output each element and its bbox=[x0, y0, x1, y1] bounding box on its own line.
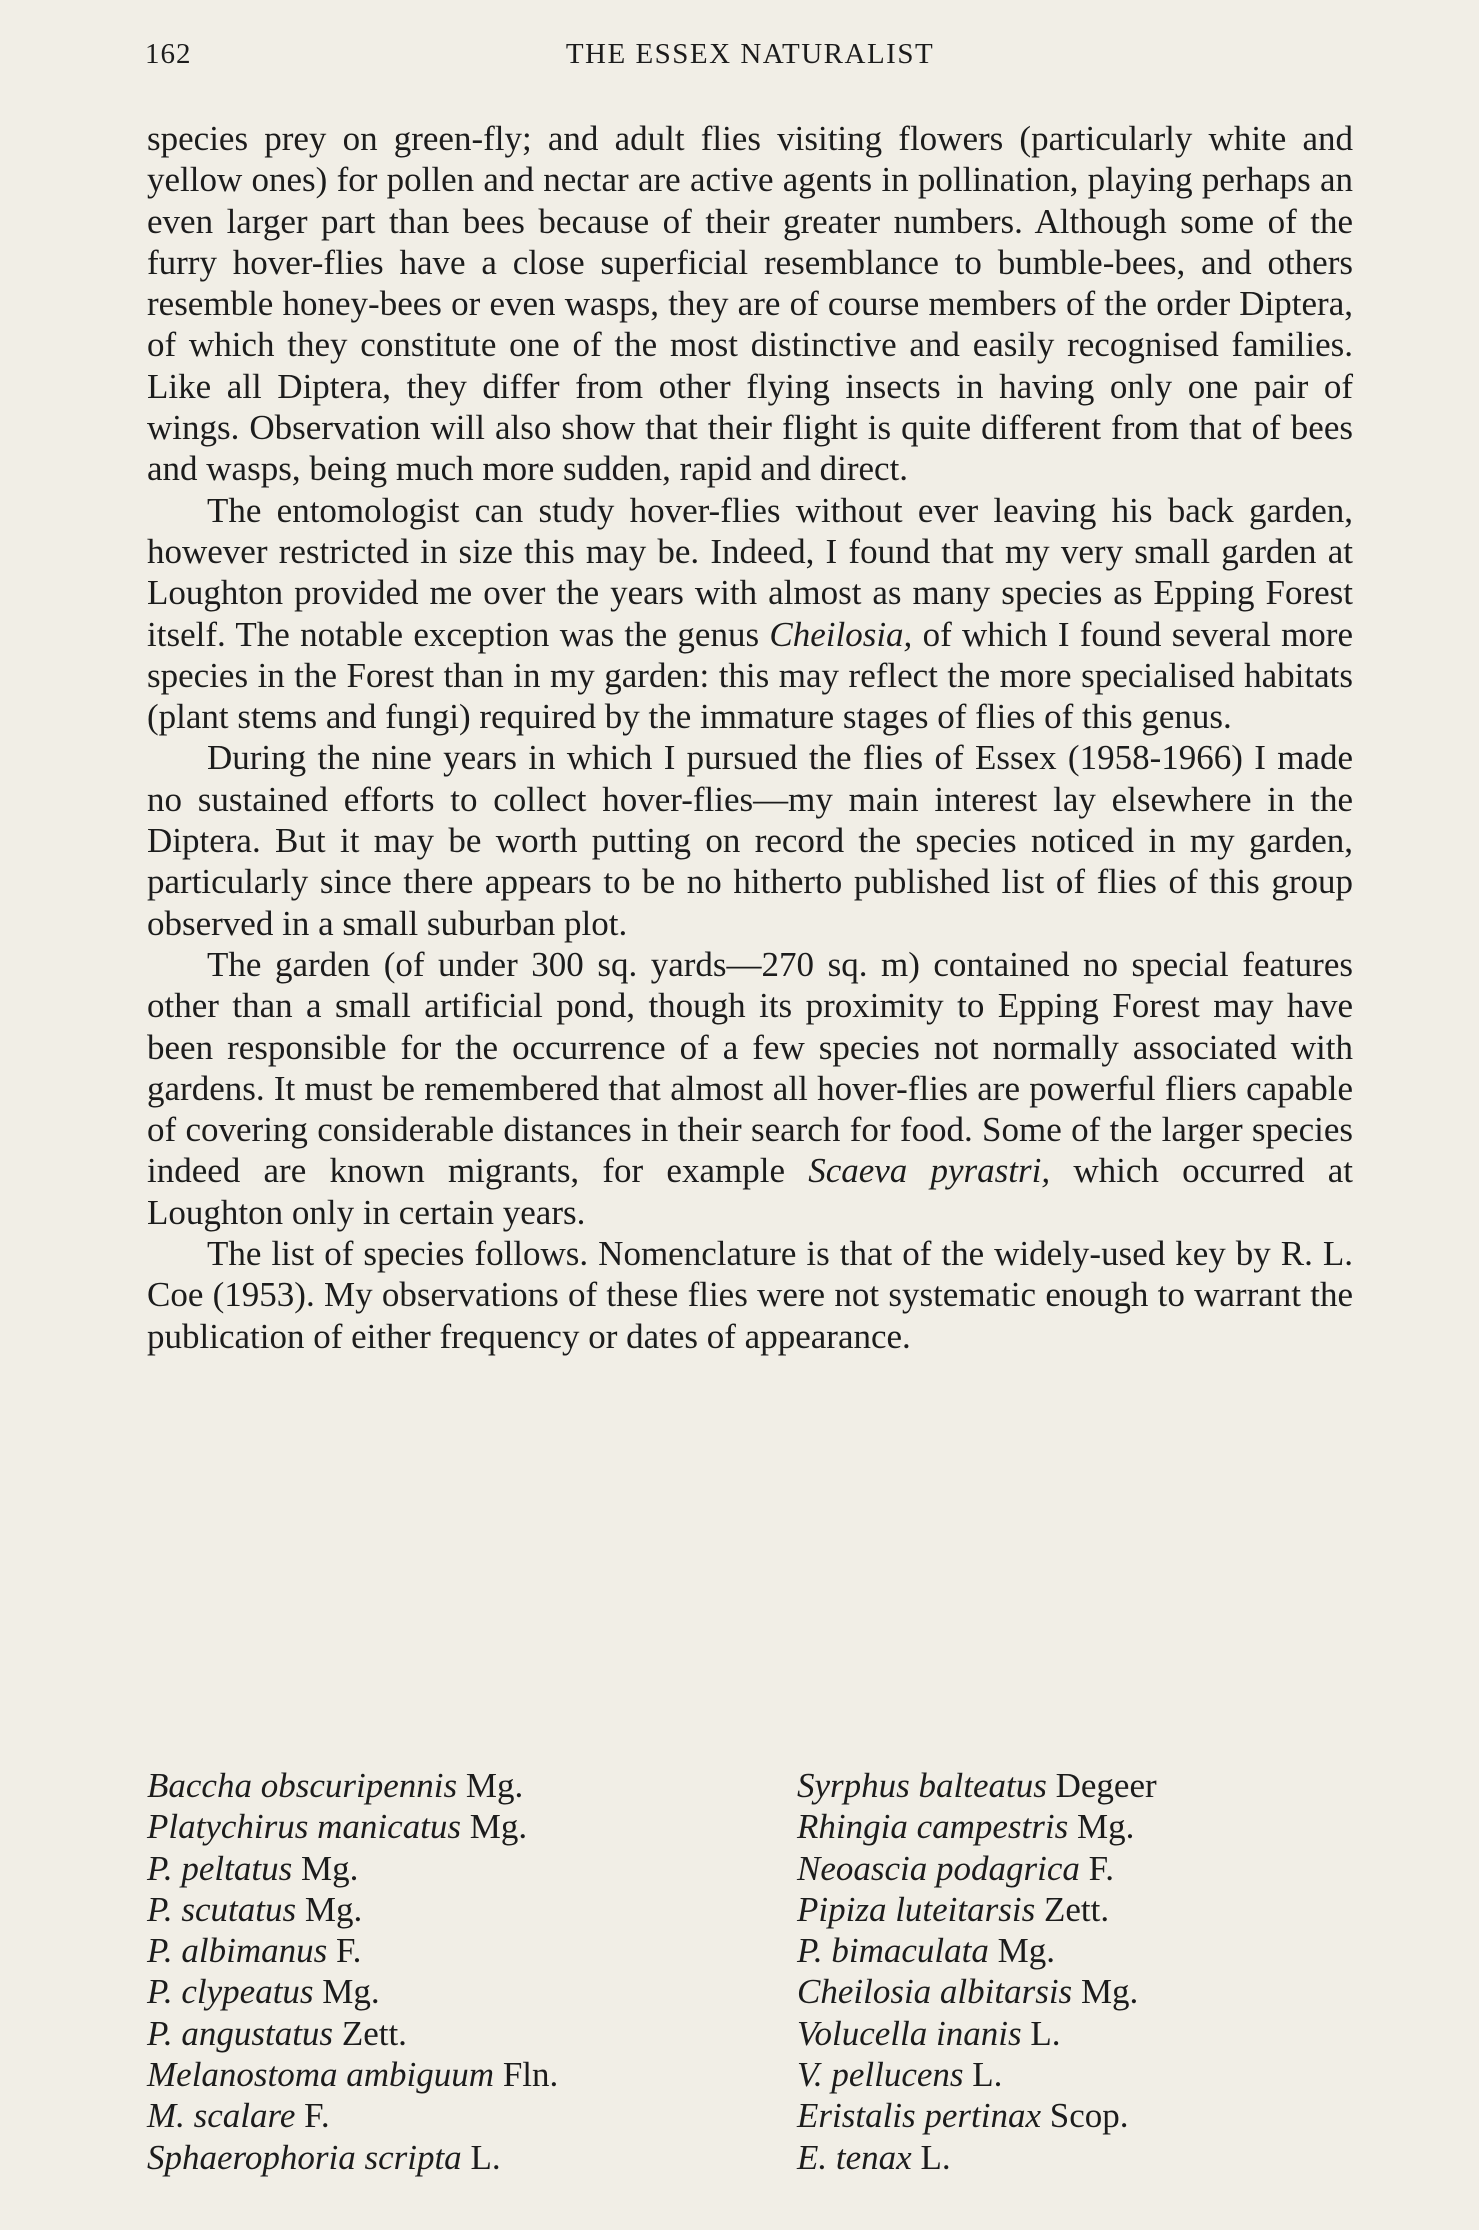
genus-cheilosia: Cheilosia, bbox=[769, 614, 913, 654]
species-item bbox=[147, 2054, 558, 2095]
species-name: Neoascia podagrica bbox=[797, 1848, 1080, 1888]
species-item bbox=[797, 1971, 1157, 2012]
species-name: Sphaerophoria scripta bbox=[147, 2137, 462, 2177]
species-author: L. bbox=[1030, 2013, 1061, 2053]
species-item bbox=[147, 1848, 558, 1889]
species-item bbox=[797, 1765, 1157, 1806]
species-list bbox=[147, 1765, 1353, 2185]
species-item bbox=[797, 1889, 1157, 1930]
species-item bbox=[797, 2095, 1157, 2136]
species-name: P. clypeatus bbox=[147, 1972, 314, 2012]
species-name: P. bimaculata bbox=[797, 1931, 989, 1971]
species-author: Mg. bbox=[469, 1807, 528, 1847]
species-author: Scop. bbox=[1049, 2096, 1129, 2136]
paragraph-2-text-a: The entomologist can study hover-flies without ever leaving his back garden, however restricted in size this may be. Indeed, I found that my very small garden at Loughton provided me over the years with almost as many species as Epping Forest itself. The notable exception was the genus bbox=[147, 490, 1353, 654]
species-author: Fln. bbox=[502, 2055, 559, 2095]
running-title: THE ESSEX NATURALIST bbox=[565, 38, 935, 70]
species-name: E. tenax bbox=[797, 2137, 912, 2177]
species-item bbox=[797, 1930, 1157, 1971]
species-name: Cheilosia albitarsis bbox=[797, 1972, 1073, 2012]
species-author: Mg. bbox=[1076, 1807, 1135, 1847]
species-name: Rhingia campestris bbox=[797, 1807, 1069, 1847]
paragraph-2 bbox=[147, 490, 1353, 738]
article-body bbox=[147, 118, 1353, 1357]
species-item bbox=[797, 1848, 1157, 1889]
species-column-right bbox=[797, 1765, 1157, 2178]
species-author: Degeer bbox=[1055, 1766, 1157, 1805]
species-name: M. scalare bbox=[147, 2096, 296, 2136]
species-author: Mg. bbox=[322, 1972, 380, 2012]
page-header bbox=[145, 38, 1355, 84]
species-name: P. angustatus bbox=[147, 2013, 334, 2053]
species-item bbox=[147, 1971, 558, 2012]
species-author: F. bbox=[304, 2096, 330, 2136]
species-item bbox=[797, 2013, 1157, 2054]
species-author: L. bbox=[972, 2055, 1003, 2095]
species-item bbox=[147, 2137, 558, 2178]
species-author: L. bbox=[470, 2137, 501, 2177]
paragraph-3: During the nine years in which I pursued the flies of Essex (1958-1966) I made no sustained efforts to collect hover-flies—my main interest lay elsewhere in the Diptera. But it may be worth putting on record the species noticed in my garden, particularly since there appears to be no hitherto published list of flies of this group observed in a small suburban plot. bbox=[147, 738, 1353, 943]
species-name: P. scutatus bbox=[147, 1889, 297, 1929]
species-author: Mg. bbox=[1080, 1972, 1139, 2012]
paragraph-5: The list of species follows. Nomenclature is that of the widely-used key by R. L. Coe (1953). My observations of these flies were not systematic enough to warrant the publication of either frequency or dates of appearance. bbox=[147, 1234, 1353, 1356]
species-name: Eristalis pertinax bbox=[797, 2096, 1042, 2136]
species-name: Pipiza luteitarsis bbox=[797, 1889, 1036, 1929]
species-name: Syrphus balteatus bbox=[797, 1766, 1047, 1805]
species-item bbox=[797, 2054, 1157, 2095]
paragraph-4 bbox=[147, 944, 1353, 1233]
paragraph-4-text-a: The garden (of under 300 sq. yards—270 sq. m) contained no special features other than a small artificial pond, though its proximity to Epping Forest may have been responsible for the occurrence of a few species not normally associated with gardens. It must be remembered that almost all hover-flies are powerful fliers capable of covering considerable distances in their search for food. Some of the larger species indeed are known migrants, for example bbox=[147, 944, 1353, 1191]
species-author: Zett. bbox=[1043, 1889, 1110, 1929]
species-name: V. pellucens bbox=[797, 2055, 964, 2095]
species-name: Platychirus manicatus bbox=[147, 1807, 461, 1847]
species-name: Volucella inanis bbox=[797, 2013, 1022, 2053]
species-author: Zett. bbox=[341, 2013, 407, 2053]
species-author: Mg. bbox=[997, 1931, 1055, 1971]
species-item bbox=[797, 2137, 1157, 2178]
species-name: P. albimanus bbox=[147, 1931, 328, 1971]
species-item bbox=[147, 1765, 558, 1806]
species-author: Mg. bbox=[465, 1766, 524, 1805]
species-item bbox=[147, 2013, 558, 2054]
paragraph-2-text-b: of which I found several more species in the Forest than in my garden: this may reflect the more specialised habitats (plant stems and fungi) required by the immature stages of flies of this genus. bbox=[147, 614, 1353, 737]
species-author: F. bbox=[1088, 1848, 1115, 1888]
species-name: Melanostoma ambiguum bbox=[147, 2055, 495, 2095]
species-name: P. peltatus bbox=[147, 1848, 293, 1888]
species-item bbox=[797, 1806, 1157, 1847]
species-author: Mg. bbox=[304, 1889, 363, 1929]
species-column-left bbox=[147, 1765, 558, 2178]
species-item bbox=[147, 1806, 558, 1847]
species-item bbox=[147, 1889, 558, 1930]
species-name: Baccha obscuripennis bbox=[147, 1766, 458, 1805]
species-item bbox=[147, 1930, 558, 1971]
species-author: Mg. bbox=[300, 1848, 359, 1888]
species-item bbox=[147, 2095, 558, 2136]
species-scaeva-pyrastri: Scaeva pyrastri, bbox=[808, 1151, 1051, 1191]
paragraph-4-text-b: which occurred at Loughton only in certain years. bbox=[147, 1151, 1353, 1232]
species-author: F. bbox=[335, 1931, 362, 1971]
paragraph-1: species prey on green-fly; and adult flies visiting flowers (particularly white and yellow ones) for pollen and nectar are active agents in pollination, playing perhaps an even larger part than bees because of their greater numbers. Although some of the furry hover-flies have a close superficial resemblance to bumble-bees, and others resemble honey-bees or even wasps, they are of course members of the order Diptera, of which they constitute one of the most distinctive and easily recognised families. Like all Diptera, they differ from other flying insects in having only one pair of wings. Observation will also show that their flight is quite different from that of bees and wasps, being much more sudden, rapid and direct. bbox=[147, 119, 1353, 489]
species-author: L. bbox=[920, 2137, 951, 2177]
page-number: 162 bbox=[145, 38, 192, 70]
